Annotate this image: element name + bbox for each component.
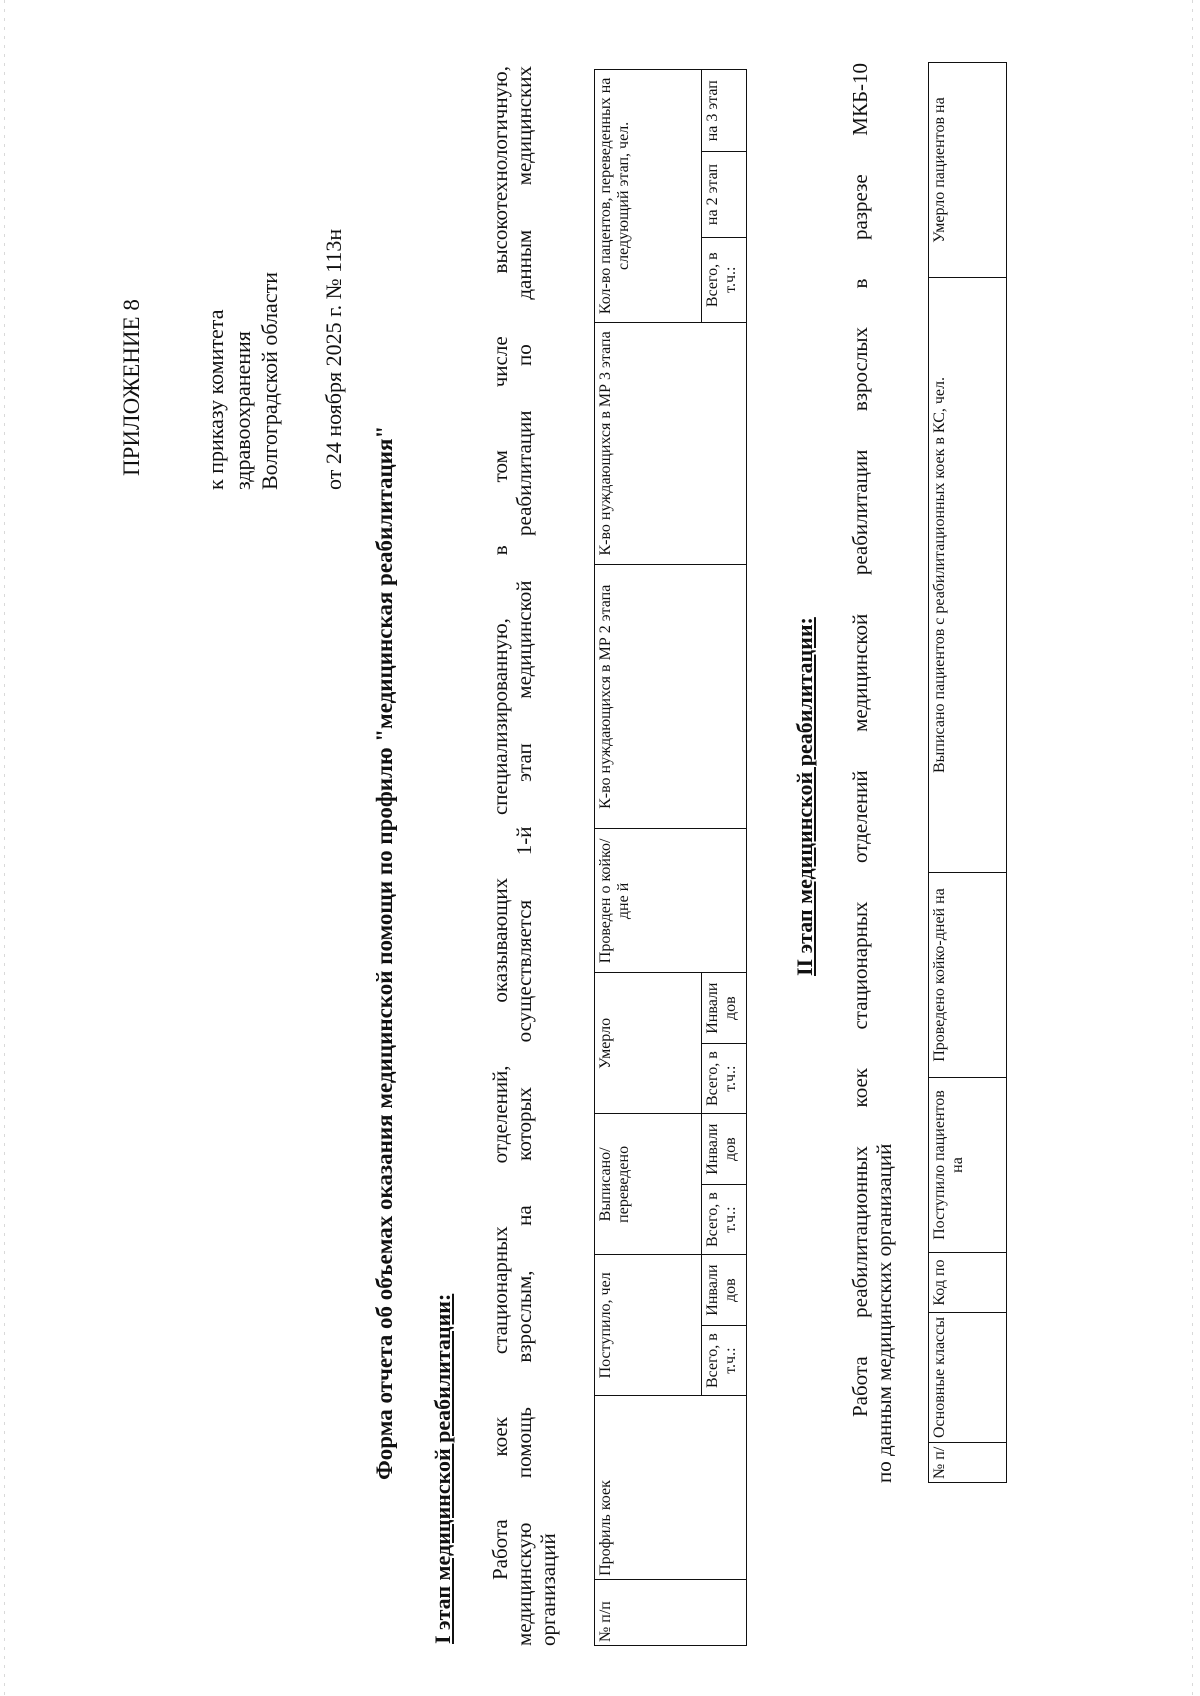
stage2-table: [928, 62, 1007, 1483]
header-discharged: Выписано/ переведено: [595, 1114, 702, 1255]
order-line: здравоохранения: [230, 331, 255, 490]
header-transferred: Кол-во пацентов, переведенных на следующий этап, чел.: [595, 70, 702, 323]
stage1-heading: I этап медицинской реабилитации:: [430, 1293, 455, 1644]
form-title: Форма отчета об объемах оказания медицинской помощи по профилю "медицинская реабилитация": [372, 425, 397, 1480]
stage1-table: [594, 69, 747, 1646]
header-classes: Основные классы: [929, 1313, 1007, 1443]
header-discharged: Выписано пациентов с реабилитационных коек в КС, чел.: [929, 278, 1007, 873]
paragraph-line: организаций: [536, 1533, 560, 1646]
header-no: № п/п: [595, 1579, 747, 1645]
sub-stage3: на 3 этап: [702, 70, 747, 152]
header-no: № п/: [929, 1443, 1007, 1483]
header-bed-days: Проведено койко-дней на: [929, 873, 1007, 1078]
header-admitted: Поступило пациентов на: [929, 1078, 1007, 1253]
header-profile: Профиль коек: [595, 1396, 747, 1580]
sub-total: Всего, в т.ч.:: [702, 1325, 747, 1395]
paragraph-line: медицинскую помощь взрослым, на которых осуществляется 1-й этап медицинской реабилитации по данным медицинских: [512, 66, 536, 1646]
sub-disabled: Инвали дов: [702, 973, 747, 1044]
sub-stage2: на 2 этап: [702, 152, 747, 237]
sub-total: Всего, в т.ч.:: [702, 1184, 747, 1254]
stage2-heading: II этап медицинской реабилитации:: [792, 617, 817, 976]
header-died: Умерло: [595, 973, 702, 1114]
header-code: Код по: [929, 1253, 1007, 1313]
header-bed-days: Проведен о койко/дне й: [595, 829, 747, 973]
order-line: Волгоградской области: [257, 272, 282, 490]
paragraph-line: Работа реабилитационных коек стационарных отделений медицинской реабилитации взрослых в разрезе МКБ-10: [848, 63, 872, 1417]
header-need-mr3: К-во нуждающихся в МР 3 этапа: [595, 322, 747, 564]
stage2-paragraph: [848, 63, 896, 1483]
order-line: к приказу комитета: [203, 309, 228, 490]
sub-disabled: Инвали дов: [702, 1114, 747, 1184]
sub-disabled: Инвали дов: [702, 1255, 747, 1326]
paragraph-line: по данным медицинских организаций: [872, 1143, 896, 1483]
order-reference: [202, 272, 283, 490]
appendix-label: ПРИЛОЖЕНИЕ 8: [119, 299, 144, 476]
header-need-mr2: К-во нуждающихся в МР 2 этапа: [595, 565, 747, 829]
paragraph-line: Работа коек стационарных отделений, оказывающих специализированную, в том числе высокотехнологичную,: [488, 66, 512, 1580]
header-admitted: Поступило, чел: [595, 1255, 702, 1396]
order-date: от 24 ноября 2025 г. № 113н: [321, 228, 346, 490]
stage1-paragraph: [488, 66, 560, 1646]
header-died: Умерло пациентов на: [929, 63, 1007, 278]
sub-total: Всего, в т.ч.:: [702, 1043, 747, 1113]
sub-total: Всего, в т.ч.:: [702, 237, 747, 322]
